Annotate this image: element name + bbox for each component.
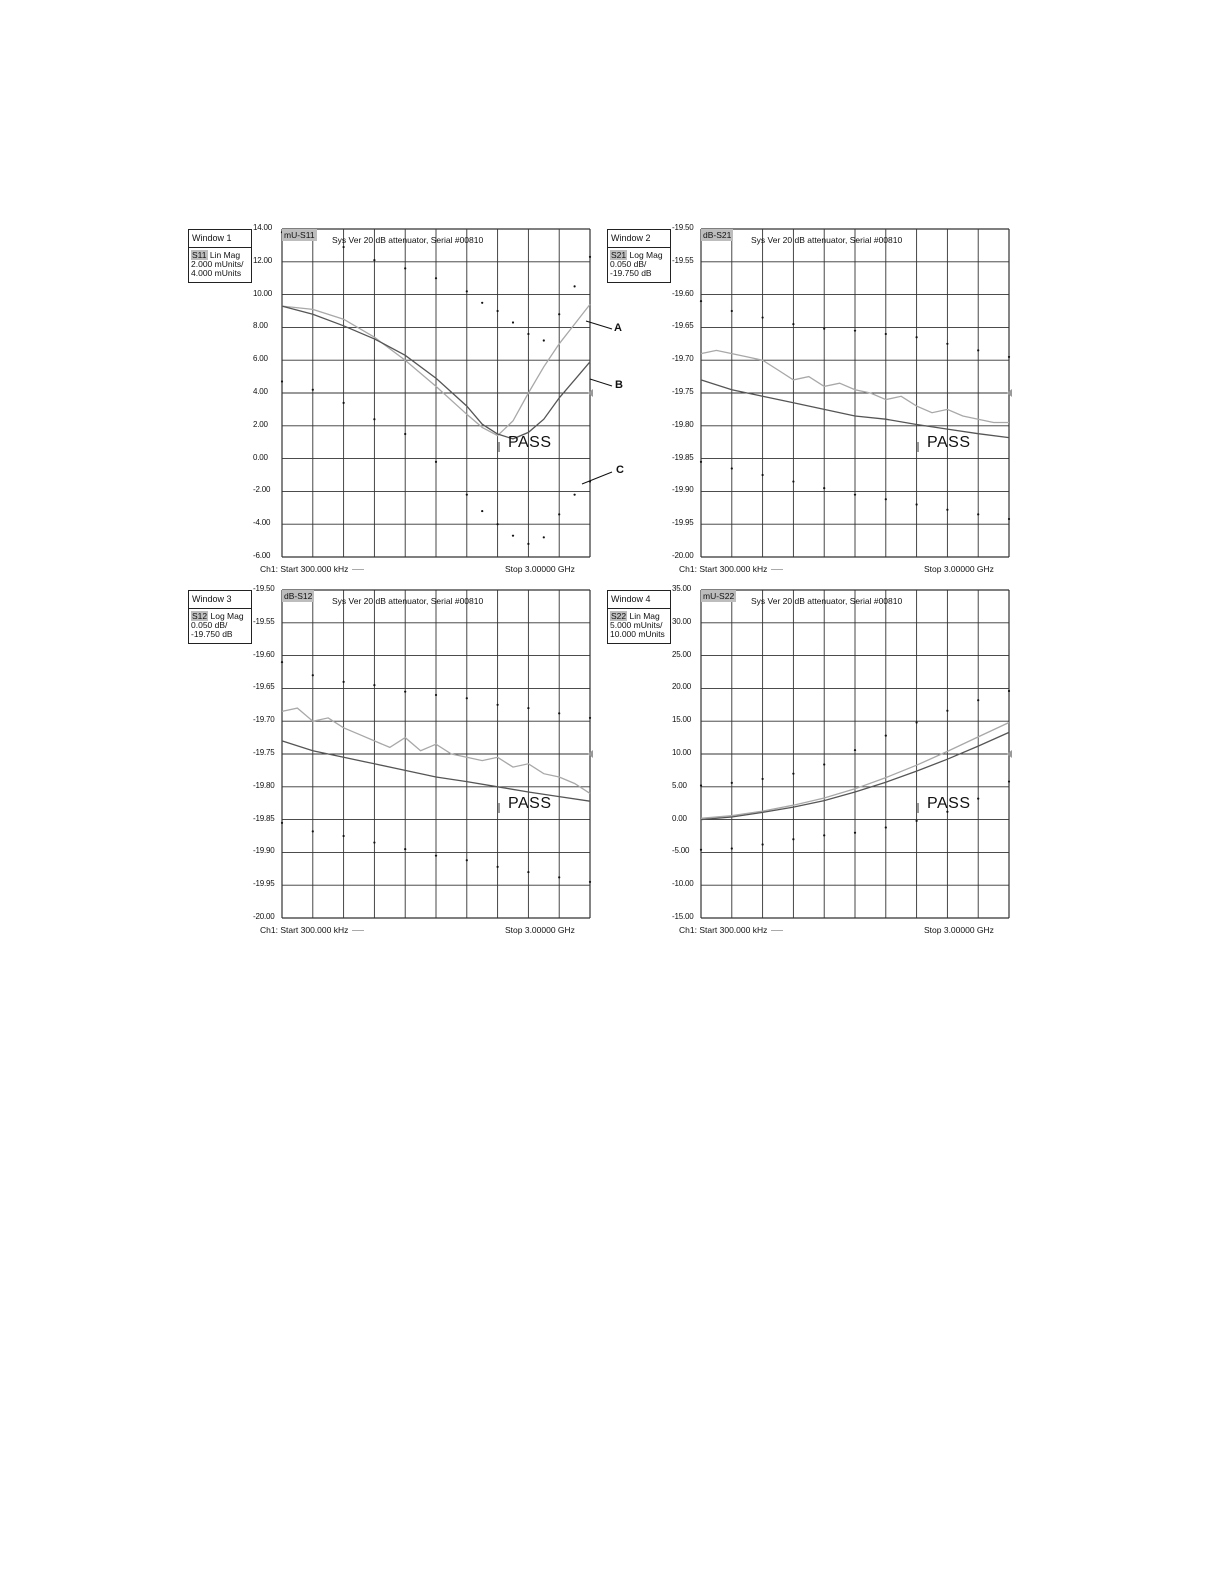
trace-tag: dB-S21 <box>703 230 732 240</box>
y-tick-label: -19.55 <box>672 255 694 265</box>
pass-marker <box>498 803 500 813</box>
y-tick-label: -5.00 <box>672 846 690 856</box>
limit-point-lower-limit <box>404 848 406 850</box>
plot-svg <box>282 590 590 918</box>
window-title: Window 3 <box>189 591 251 609</box>
y-tick-label: -20.00 <box>672 551 694 560</box>
window-info-box <box>607 590 671 644</box>
y-tick-label: -19.70 <box>672 354 694 364</box>
chart-panel-window-2 <box>607 223 1017 579</box>
limit-point-upper-limit <box>1008 690 1010 692</box>
y-tick-label: 30.00 <box>672 616 692 626</box>
y-tick-label: -19.95 <box>672 518 694 528</box>
reference-value: 4.000 mUnits <box>191 268 242 278</box>
format-label: Lin Mag <box>629 611 660 621</box>
limit-point-upper-limit <box>558 712 560 714</box>
window-info-box <box>607 229 671 283</box>
y-tick-label: -19.50 <box>253 584 275 593</box>
param-name: S11 <box>192 250 207 260</box>
chart-panel-window-3 <box>188 584 598 940</box>
limit-point-lower-limit <box>558 876 560 878</box>
limit-point-lower-limit <box>885 826 887 828</box>
limit-point-upper-limit <box>854 749 856 751</box>
limit-point-upper-limit <box>281 661 283 663</box>
y-tick-label: -20.00 <box>253 912 275 921</box>
y-tick-label: 10.00 <box>672 748 692 757</box>
y-tick-label: 2.00 <box>253 419 268 429</box>
limit-point-lower-limit <box>700 461 702 463</box>
y-tick-label: -19.75 <box>253 748 275 757</box>
limit-point-upper-limit <box>916 336 918 338</box>
y-tick-label: 8.00 <box>253 321 268 331</box>
limit-point-upper-limit <box>404 691 406 693</box>
limit-point-upper-limit <box>885 735 887 737</box>
y-tick-label: -19.70 <box>253 715 275 725</box>
limit-point-lower-limit <box>700 849 702 851</box>
pass-marker <box>917 803 919 813</box>
header-text: Sys Ver 20 dB attenuator, Serial #00810 <box>751 235 903 245</box>
limit-point-lower-limit <box>527 871 529 873</box>
plot-svg <box>701 590 1009 918</box>
limit-point-lower-limit <box>916 503 918 505</box>
y-tick-label: 12.00 <box>253 255 273 265</box>
y-tick-label: 25.00 <box>672 649 692 659</box>
header-text: Sys Ver 20 dB attenuator, Serial #00810 <box>332 596 484 606</box>
y-tick-label: 20.00 <box>672 682 692 692</box>
pass-marker <box>917 442 919 452</box>
format-label: Log Mag <box>629 250 663 260</box>
limit-point-lower-limit <box>854 494 856 496</box>
limit-point-upper-limit <box>916 721 918 723</box>
window-title: Window 2 <box>608 230 670 248</box>
y-tick-label: -2.00 <box>253 485 271 495</box>
y-tick-label: 15.00 <box>672 715 692 725</box>
format-label: Log Mag <box>210 611 244 621</box>
y-tick-label: -4.00 <box>253 518 271 528</box>
limit-point-upper-limit <box>977 349 979 351</box>
y-tick-label: -19.55 <box>253 616 275 626</box>
y-tick-label: -19.65 <box>672 321 694 331</box>
plot-area <box>701 590 1009 918</box>
limit-point-upper-limit <box>731 310 733 312</box>
window-title: Window 1 <box>189 230 251 248</box>
format-label: Lin Mag <box>209 250 241 260</box>
y-tick-label: -19.75 <box>672 387 694 396</box>
start-label <box>679 564 783 574</box>
y-tick-label: -19.50 <box>672 223 694 232</box>
start-text: Ch1: Start 300.000 kHz <box>679 925 768 935</box>
plot-area <box>282 590 590 918</box>
limit-point-upper-limit <box>589 717 591 719</box>
y-tick-label: 4.00 <box>253 387 268 396</box>
callout-a: A <box>614 322 622 334</box>
y-tick-label: -19.85 <box>672 452 694 462</box>
callout-leaders <box>188 229 628 559</box>
callout-c: C <box>616 464 624 476</box>
trace-tag: dB-S12 <box>284 591 313 601</box>
limit-point-lower-limit <box>497 866 499 868</box>
reference-value: -19.750 dB <box>191 629 233 639</box>
y-tick-label: 0.00 <box>672 813 687 823</box>
trace-tag: mU-S11 <box>284 230 315 240</box>
y-tick-label: -19.80 <box>253 780 275 790</box>
header-text: Sys Ver 20 dB attenuator, Serial #00810 <box>751 596 903 606</box>
y-tick-label: -19.60 <box>253 649 275 659</box>
limit-point-lower-limit <box>312 830 314 832</box>
limit-point-upper-limit <box>823 328 825 330</box>
limit-point-upper-limit <box>823 763 825 765</box>
limit-point-upper-limit <box>312 674 314 676</box>
limit-point-upper-limit <box>343 681 345 683</box>
foot-dash <box>771 569 783 570</box>
limit-point-upper-limit <box>527 707 529 709</box>
y-tick-label: -19.90 <box>672 485 694 495</box>
y-tick-label: -19.85 <box>253 813 275 823</box>
limit-point-lower-limit <box>589 881 591 883</box>
limit-point-upper-limit <box>946 343 948 345</box>
stop-label: Stop 3.00000 GHz <box>505 925 575 935</box>
limit-point-lower-limit <box>435 855 437 857</box>
y-tick-label: -19.60 <box>672 288 694 298</box>
limit-point-lower-limit <box>885 498 887 500</box>
y-tick-label: 0.00 <box>253 452 268 462</box>
scale-per-div: 5.000 mUnits/ <box>610 620 663 630</box>
callout-b: B <box>615 379 623 391</box>
reference-value: 10.000 mUnits <box>610 629 665 639</box>
start-label <box>679 925 783 935</box>
y-tick-label: 6.00 <box>253 354 268 364</box>
y-tick-label: 35.00 <box>672 584 692 593</box>
limit-point-lower-limit <box>823 834 825 836</box>
limit-point-upper-limit <box>731 782 733 784</box>
foot-dash <box>771 930 783 931</box>
pass-status: PASS <box>927 795 971 812</box>
plot-area <box>701 229 1009 557</box>
y-tick-label: -15.00 <box>672 912 694 921</box>
window-info-box <box>188 590 252 644</box>
limit-point-lower-limit <box>977 798 979 800</box>
scale-per-div: 0.050 dB/ <box>610 259 647 269</box>
param-name: S12 <box>192 611 208 621</box>
trace-tag: mU-S22 <box>703 591 735 601</box>
pass-status: PASS <box>508 795 552 812</box>
limit-point-upper-limit <box>1008 356 1010 358</box>
limit-point-lower-limit <box>373 841 375 843</box>
pass-status: PASS <box>927 434 971 451</box>
start-label <box>260 564 364 574</box>
y-tick-label: -19.95 <box>253 879 275 889</box>
limit-point-upper-limit <box>977 699 979 701</box>
stop-label: Stop 3.00000 GHz <box>505 564 575 574</box>
reference-value: -19.750 dB <box>610 268 652 278</box>
foot-dash <box>352 930 364 931</box>
foot-dash <box>352 569 364 570</box>
limit-point-upper-limit <box>373 684 375 686</box>
y-tick-label: 5.00 <box>672 780 687 790</box>
limit-point-upper-limit <box>700 784 702 786</box>
y-tick-label: 10.00 <box>253 288 273 298</box>
limit-point-upper-limit <box>885 333 887 335</box>
chart-panel-window-4 <box>607 584 1017 940</box>
limit-point-upper-limit <box>762 778 764 780</box>
limit-point-lower-limit <box>281 822 283 824</box>
limit-point-upper-limit <box>854 330 856 332</box>
limit-point-upper-limit <box>792 773 794 775</box>
limit-point-lower-limit <box>792 480 794 482</box>
limit-point-upper-limit <box>466 697 468 699</box>
limit-point-upper-limit <box>497 704 499 706</box>
limit-point-lower-limit <box>1008 518 1010 520</box>
limit-point-lower-limit <box>977 513 979 515</box>
y-tick-label: -19.80 <box>672 419 694 429</box>
limit-point-upper-limit <box>700 300 702 302</box>
stop-label: Stop 3.00000 GHz <box>924 925 994 935</box>
param-name: S21 <box>611 250 627 260</box>
start-text: Ch1: Start 300.000 kHz <box>260 925 349 935</box>
limit-point-lower-limit <box>792 838 794 840</box>
limit-point-lower-limit <box>762 843 764 845</box>
stop-label: Stop 3.00000 GHz <box>924 564 994 574</box>
y-tick-label: -10.00 <box>672 879 694 889</box>
limit-point-lower-limit <box>762 474 764 476</box>
limit-point-lower-limit <box>731 847 733 849</box>
limit-point-upper-limit <box>946 710 948 712</box>
plot-svg <box>701 229 1009 557</box>
scale-per-div: 2.000 mUnits/ <box>191 259 244 269</box>
limit-point-lower-limit <box>916 820 918 822</box>
pass-status: PASS <box>508 434 552 451</box>
y-tick-label: -19.65 <box>253 682 275 692</box>
window-title: Window 4 <box>608 591 670 609</box>
start-text: Ch1: Start 300.000 kHz <box>679 564 768 574</box>
limit-point-lower-limit <box>731 467 733 469</box>
param-name: S22 <box>611 611 627 621</box>
limit-point-lower-limit <box>946 509 948 511</box>
y-tick-label: 14.00 <box>253 223 273 232</box>
limit-point-lower-limit <box>343 835 345 837</box>
header-text: Sys Ver 20 dB attenuator, Serial #00810 <box>332 235 484 245</box>
limit-point-upper-limit <box>762 316 764 318</box>
y-tick-label: -6.00 <box>253 551 271 560</box>
scale-per-div: 0.050 dB/ <box>191 620 228 630</box>
limit-point-lower-limit <box>823 487 825 489</box>
limit-point-lower-limit <box>854 832 856 834</box>
limit-point-upper-limit <box>435 694 437 696</box>
limit-point-upper-limit <box>792 323 794 325</box>
limit-point-lower-limit <box>1008 780 1010 782</box>
y-tick-label: -19.90 <box>253 846 275 856</box>
start-text: Ch1: Start 300.000 kHz <box>260 564 349 574</box>
start-label <box>260 925 364 935</box>
limit-point-lower-limit <box>466 859 468 861</box>
